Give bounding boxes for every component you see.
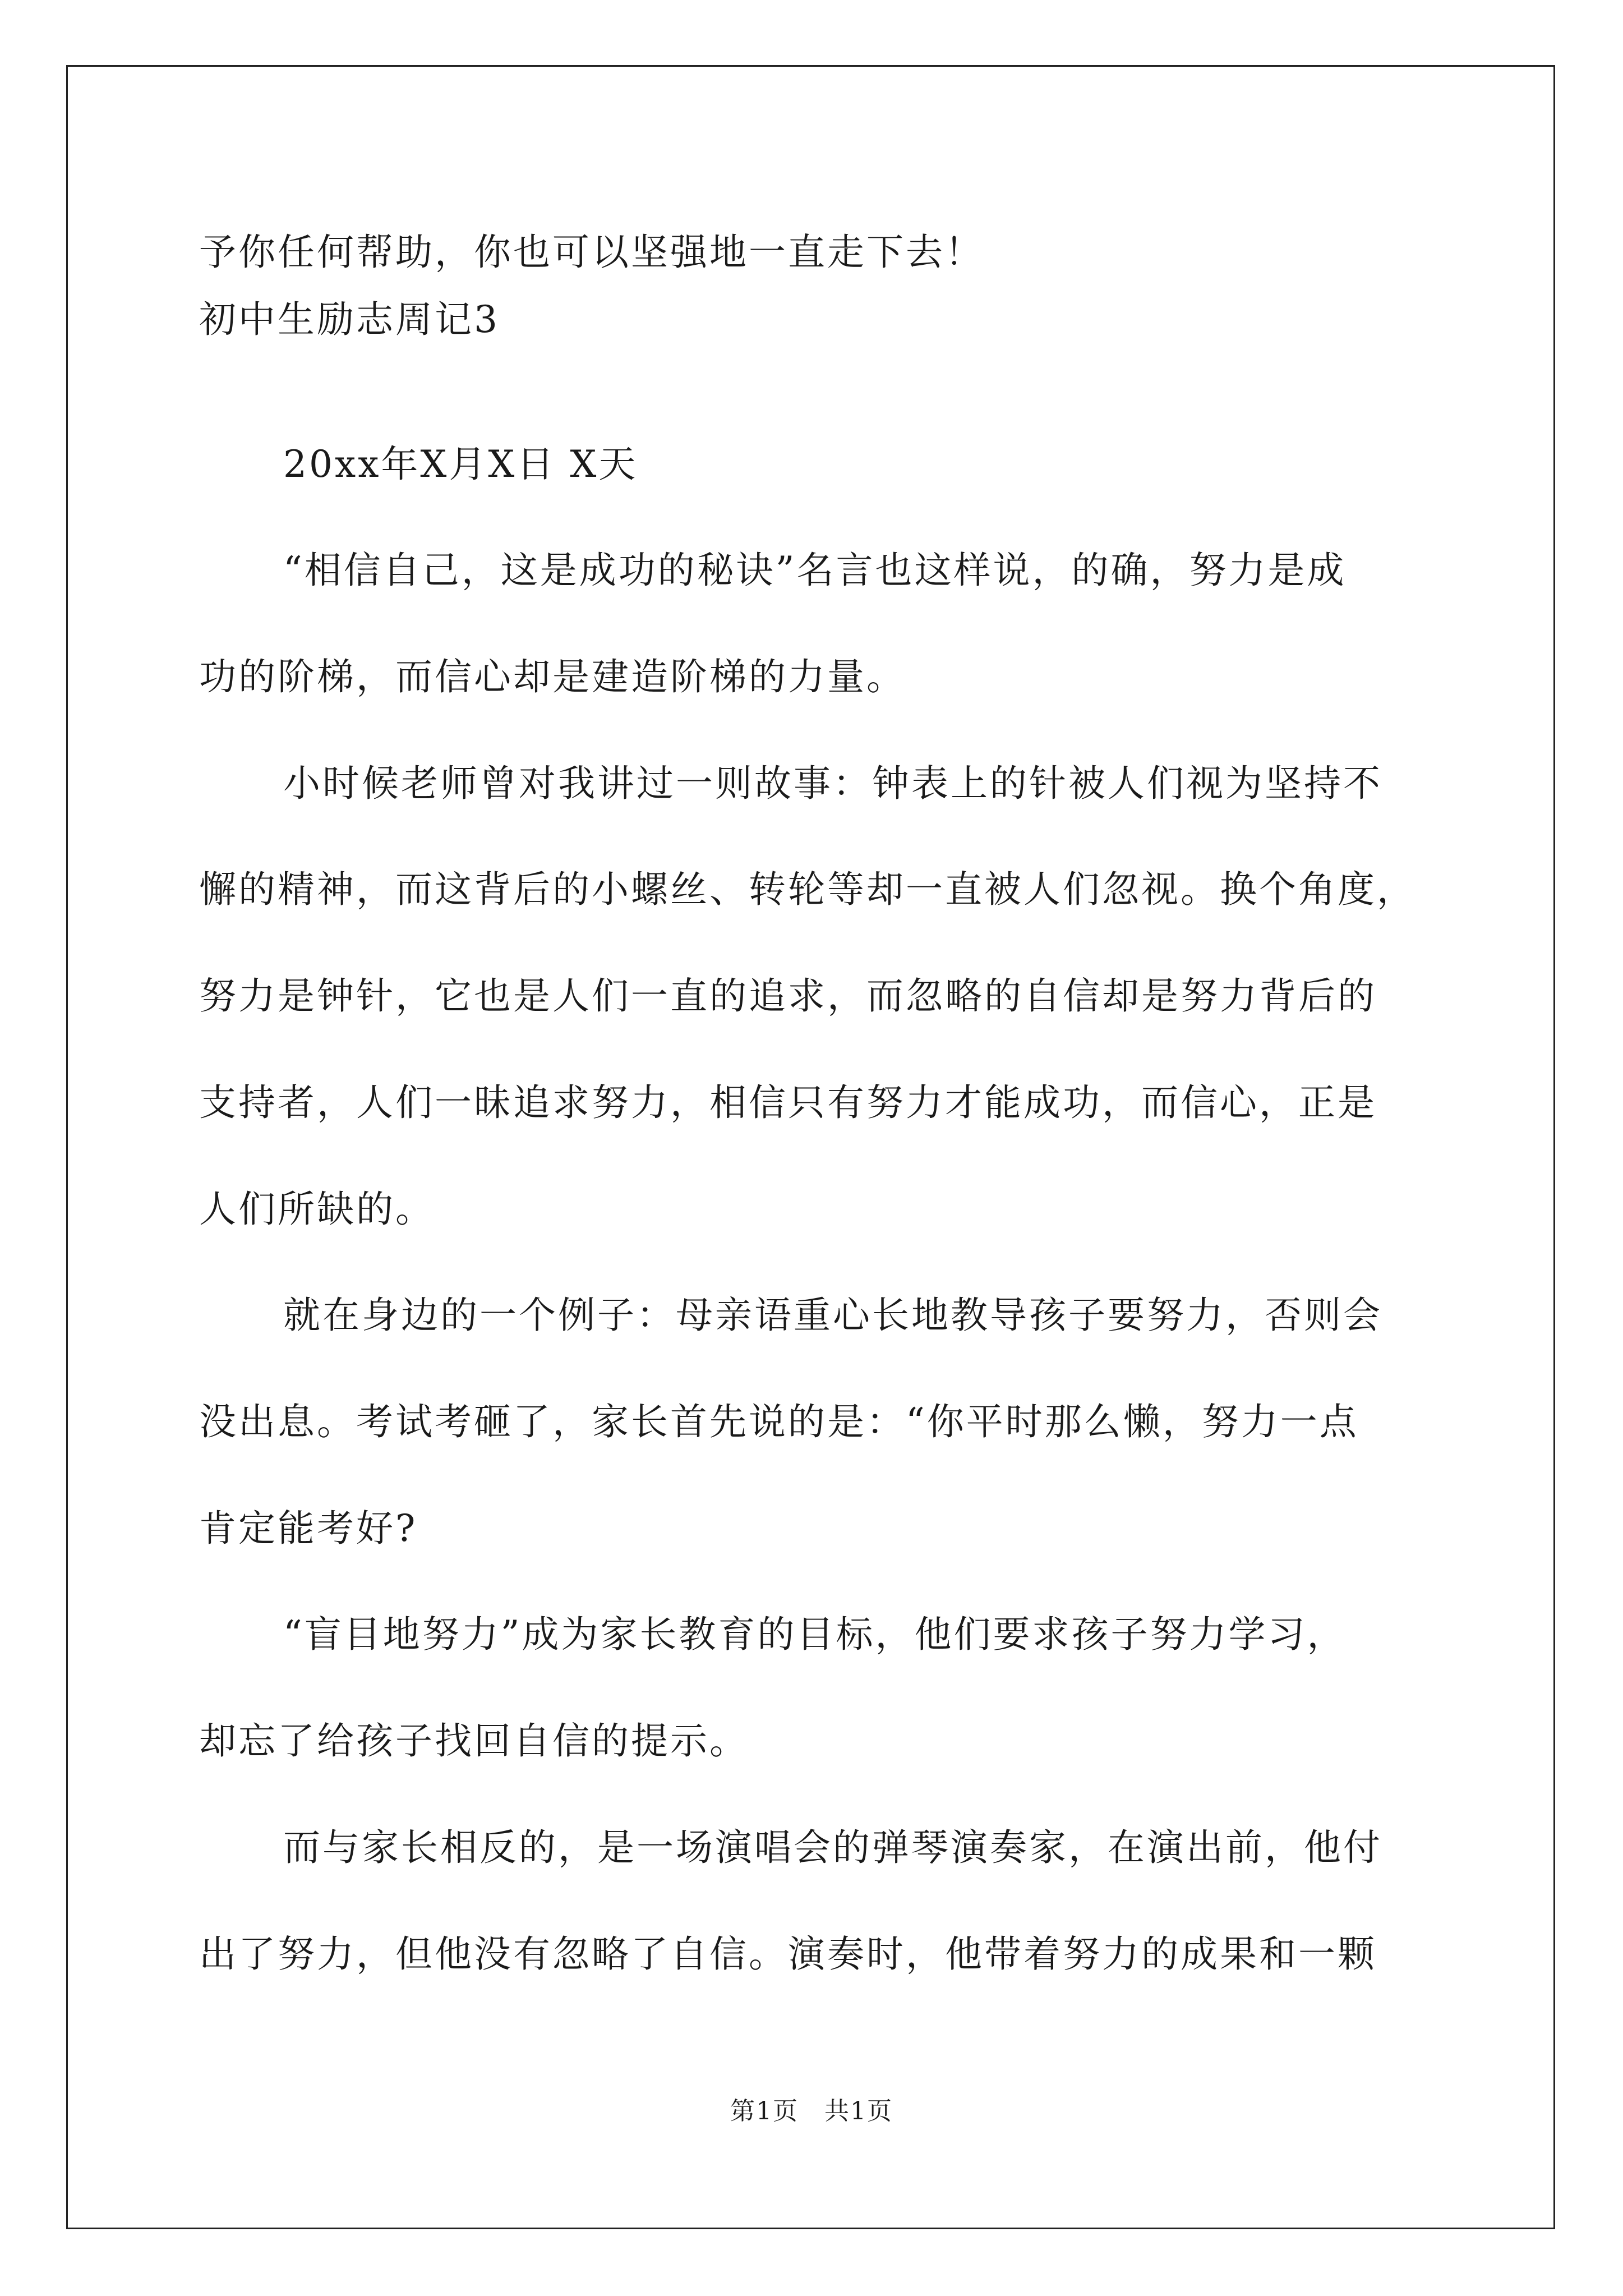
page-border: [66, 65, 1555, 2229]
text-line: 支持者，人们一昧追求努力，相信只有努力才能成功，而信心，正是: [199, 1081, 1377, 1124]
text-line: 努力是钟针，它也是人们一直的追求，而忽略的自信却是努力背后的: [199, 974, 1377, 1018]
text-line: 人们所缺的。: [199, 1188, 435, 1231]
page-number-footer: 第1页 共1页: [730, 2097, 893, 2125]
text-line: 懈的精神，而这背后的小螺丝、转轮等却一直被人们忽视。换个角度，: [199, 868, 1416, 911]
text-line: 小时候老师曾对我讲过一则故事：钟表上的针被人们视为坚持不: [283, 762, 1382, 805]
text-line: 没出息。考试考砸了，家长首先说的是：“你平时那么懒，努力一点: [199, 1400, 1359, 1443]
text-line: 就在身边的一个例子：母亲语重心长地教导孩子要努力，否则会: [283, 1294, 1382, 1337]
text-line: 功的阶梯，而信心却是建造阶梯的力量。: [199, 655, 906, 698]
text-line: “相信自己，这是成功的秘诀”名言也这样说，的确，努力是成: [283, 549, 1347, 592]
text-line: 予你任何帮助，你也可以坚强地一直走下去！: [199, 231, 984, 274]
text-line: 却忘了给孩子找回自信的提示。: [199, 1719, 749, 1763]
section-heading: 初中生励志周记3: [199, 298, 500, 341]
text-line: 而与家长相反的，是一场演唱会的弹琴演奏家，在演出前，他付: [283, 1826, 1382, 1869]
text-line: “盲目地努力”成为家长教育的目标，他们要求孩子努力学习，: [283, 1613, 1347, 1656]
date-line: 20xx年X月X日 X天: [283, 443, 638, 486]
text-line: 肯定能考好?: [199, 1507, 418, 1550]
text-line: 出了努力，但他没有忽略了自信。演奏时，他带着努力的成果和一颗: [199, 1932, 1377, 1976]
